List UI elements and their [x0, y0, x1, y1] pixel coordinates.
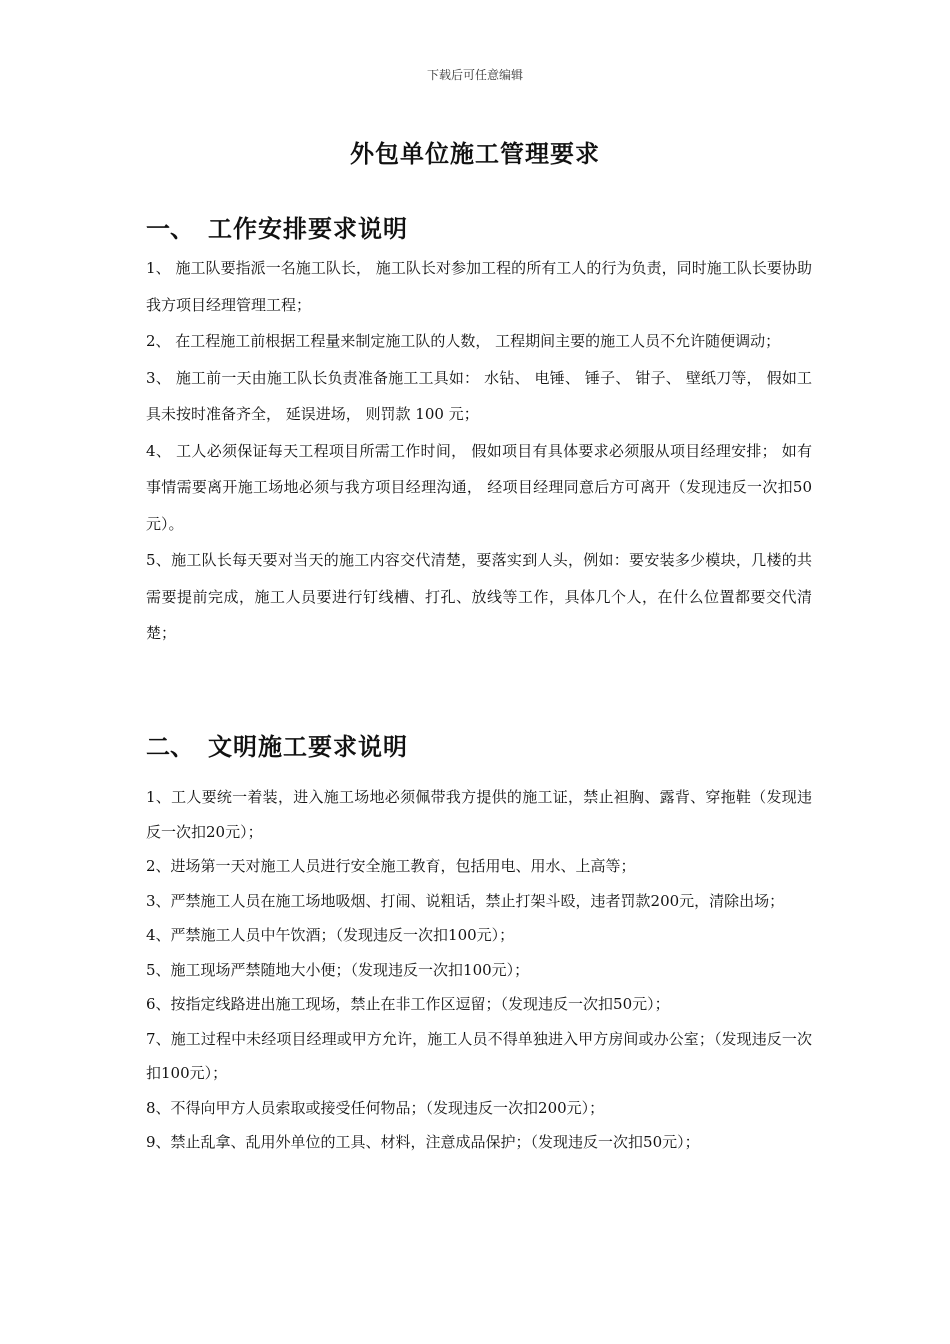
section-number: 一、: [146, 214, 194, 243]
list-item: 3、 施工前一天由施工队长负责准备施工工具如： 水钻、 电锤、 锤子、 钳子、 壁纸刀等， 假如工具未按时准备齐全， 延误进场， 则罚款 100 元；: [146, 368, 812, 423]
list-item: 3、严禁施工人员在施工场地吸烟、打闹、说粗话，禁止打架斗殴，违者罚款200元，清除出场；: [146, 891, 785, 910]
section-body-work-arrangement: [146, 250, 812, 652]
list-item: 1、工人要统一着装，进入施工场地必须佩带我方提供的施工证，禁止袒胸、露背、穿拖鞋（发现违反一次扣20元）；: [146, 788, 812, 841]
list-item: 5、施工队长每天要对当天的施工内容交代清楚，要落实到人头，例如：要安装多少模块，几楼的共需要提前完成，施工人员要进行钉线槽、打孔、放线等工作，具体几个人，在什么位置都要交代清楚；: [146, 551, 812, 642]
header-note: 下载后可任意编辑: [426, 68, 523, 82]
list-item: 9、禁止乱拿、乱用外单位的工具、材料，注意成品保护；（发现违反一次扣50元）；: [146, 1133, 700, 1151]
section-number: 二、: [146, 732, 194, 761]
list-item: 4、严禁施工人员中午饮酒；（发现违反一次扣100元）；: [146, 926, 515, 944]
list-item: 1、 施工队要指派一名施工队长， 施工队长对参加工程的所有工人的行为负责，同时施工队长要协助我方项目经理管理工程；: [146, 259, 812, 314]
section-body-civilized-construction: [146, 780, 812, 1160]
list-item: 2、进场第一天对施工人员进行安全施工教育，包括用电、用水、上高等；: [146, 857, 636, 875]
list-item: 8、不得向甲方人员索取或接受任何物品；（发现违反一次扣200元）；: [146, 1098, 605, 1117]
page-title: 外包单位施工管理要求: [350, 139, 600, 168]
list-item: 4、 工人必须保证每天工程项目所需工作时间， 假如项目有具体要求必须服从项目经理安排； 如有事情需要离开施工场地必须与我方项目经理沟通， 经项目经理同意后方可离开（发现违反一次扣50元）。: [146, 441, 812, 533]
list-item: 2、 在工程施工前根据工程量来制定施工队的人数， 工程期间主要的施工人员不允许随便调动；: [146, 332, 781, 350]
section-heading-work-arrangement: [146, 209, 408, 244]
section-heading-text: 文明施工要求说明: [208, 732, 408, 761]
list-item: 5、施工现场严禁随地大小便；（发现违反一次扣100元）；: [146, 960, 530, 979]
section-heading-text: 工作安排要求说明: [208, 214, 408, 243]
list-item: 6、按指定线路进出施工现场，禁止在非工作区逗留；（发现违反一次扣50元）；: [146, 995, 670, 1013]
list-item: 7、施工过程中未经项目经理或甲方允许，施工人员不得单独进入甲方房间或办公室；（发现违反一次扣100元）；: [146, 1029, 812, 1082]
section-heading-civilized-construction: [146, 727, 408, 762]
